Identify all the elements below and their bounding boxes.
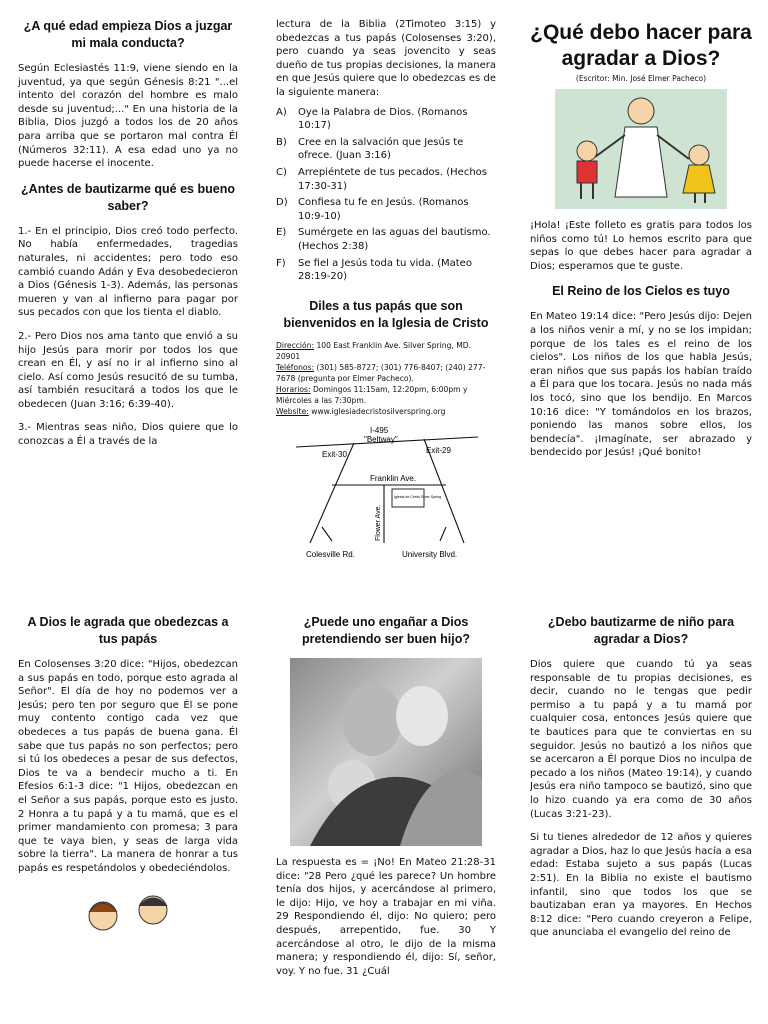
church-map [286, 423, 486, 563]
step-letter: E) [276, 227, 287, 239]
step-text: Arrepiéntete de tus pecados. (Hechos 17:30-31) [298, 166, 487, 192]
cover-title: ¿Qué debo hacer para agradar a Dios? [530, 21, 752, 70]
panel5-paragraph-1: La respuesta es = ¡No! En Mateo 21:28-31 dice: "28 Pero ¿qué les parece? Un hombre tenía dos hijos, y acercándose al primero, le dijo: Hijo, ve hoy a trabajar en mi viña. 29 Respondiendo él, dijo: No quiero; pero después, arrepentido, fue. 30 Y acercándose al otro, le dijo de la misma manera; y respondiendo él, dijo: Sí, señor, voy. Y no fue. 31 ¿Cuál [276, 857, 496, 977]
panel3-paragraph-2: En Mateo 19:14 dice: "Pero Jesús dijo: Dejen a los niños venir a mí, y no se los impidan; porque de los tales es el reino de los cielos". Los niños de los que habla Jesús, eran niños que sus papás los habían traído a Él para que los tocara. Jesús no nada más los tocó, sino que los bendijo. En Marcos 10:16 dice: "Y tomándolos en los brazos, poniendo las manos sobre ellos, los bendecía". ¡Imagínate, ser abrazado y bendecido por Jesús! ¡Qué bonito! [530, 311, 752, 459]
panel-deceive-god [276, 608, 496, 1024]
step-letter: A) [276, 106, 287, 118]
step-letter: C) [276, 166, 287, 178]
phones-line: Teléfonos: (301) 585-8727; (301) 776-8407; (240) 277-7678 (pregunta por Elmer Pacheco). [276, 362, 486, 383]
panel2-paragraph-1: lectura de la Biblia (2Timoteo 3:15) y obedezcas a tus papás (Colosenses 3:20), pero cuando ya seas jovencito y seas dueño de tus propias decisiones, la manera en que Jesús quiere que lo obedezcas es de la siguiente manera: [276, 19, 496, 98]
panel-obedience-steps [276, 18, 496, 586]
panel1-paragraph-2: 1.- En el principio, Dios creó todo perfecto. No había enfermedades, tragedias naturales, ni accidentes; pero todo eso cambió cuando Adán y Eva desobedecieron a Dios (Génesis 1-3). Además, las personas mueren y van al infierno para pagar por sus pecados con que los tienta el diablo. [18, 225, 238, 319]
children-illustration [53, 886, 203, 946]
step-letter: F) [276, 257, 286, 269]
list-item [276, 106, 496, 133]
step-letter: B) [276, 136, 287, 148]
panel6-paragraph-1: Dios quiere que cuando tú ya seas responsable de tu propias decisiones, es decir, cuando no le tengas que pedir permiso a tu papá y a tu mamá por cualquier cosa, entonces Jesús quiere que te bautices para que te conviertas en su seguidor. Jesús no bautizó a los niños que se acercaron a Él porque Dios no inculpa de pecado a los niños (Mateo 19:14), y cuando Jesús era niño tampoco se bautizó, sino que lo hizo cuando ya era como de 30 años (Lucas 3:21-23). [530, 659, 752, 820]
list-item [276, 226, 496, 253]
step-letter: D) [276, 197, 288, 209]
map-exit30-label: Exit-30 [322, 449, 347, 459]
panel5-title: ¿Puede uno engañar a Dios pretendiendo ser buen hijo? [301, 615, 471, 646]
map-beltway-label: "Beltway" [364, 434, 398, 444]
list-item [276, 196, 496, 223]
list-item [276, 257, 496, 284]
map-university-label: University Blvd. [402, 549, 458, 559]
panel1-paragraph-3: 2.- Pero Dios nos ama tanto que envió a su hijo Jesús para morir por todos los que crean en Él, y así no ir al infierno sino al cielo. Así como Jesús resucitó de su tumba, así también resucitará a todos los que le obedecen (Juan 3:16; 6:39-40). [18, 330, 238, 410]
step-text: Sumérgete en las aguas del bautismo. (Hechos 2:38) [298, 227, 491, 252]
family-hug-photo [290, 658, 482, 846]
step-text: Se fiel a Jesús toda tu vida. (Mateo 28:19-20) [298, 257, 472, 283]
panel4-paragraph-1: En Colosenses 3:20 dice: "Hijos, obedezcan a sus papás en todo, porque esto agrada al Señor". El día de hoy no podemos ver a Jesús; pero ten por seguro que Él se pone muy contento contigo cada vez que obedeces a tus papás de buena gana. Él sabe que tus papás no son perfectos; pero si tú los obedeces a pesar de sus defectos, Dios te va a bendecir mucho a ti. En Efesios 6:1-3 dice: "1 Hijos, obedezcan en el Señor a sus papás, porque esto es justo. 2 Honra a tu papá y a tu mamá, que es el primer mandamiento con promesa; 3 para que te vaya bien, y seas de larga vida sobre la tierra". La manera de honrar a tus papás es respetándolos y obedeciéndolos. [18, 659, 238, 874]
panel1-paragraph-1: Según Eclesiastés 11:9, viene siendo en la juventud, ya que según Génesis 8:21 "...el intento del corazón del hombre es malo desde su juventud;..." En una historia de la Biblia, Dios juzgó a todos los de 20 años para arriba que se portaron mal contra Él (Números 32:11). A esa edad uno ya no puede hacerse el inocente. [18, 63, 238, 170]
map-i495-label: I-495 [370, 425, 389, 435]
panel6-paragraph-2: Si tu tienes alrededor de 12 años y quieres agradar a Dios, haz lo que Jesús hacía a esa edad: Estaba sujeto a sus papás (Lucas 2:51). En la Biblia no existe el bautismo infantil, sino que todos los que se bautizaban eran ya mayores. En Hechos 8:12 dice: "Pero cuando creyeron a Felipe, que anunciaba el evangelio del reino de [530, 832, 752, 939]
step-text: Confiesa tu fe en Jesús. (Romanos 10:9-10) [298, 197, 469, 222]
panel-age-judgment [18, 12, 238, 580]
panel1-paragraph-4: 3.- Mientras seas niño, Dios quiere que lo conozcas a Él a través de la [18, 422, 238, 448]
panel-obey-parents [18, 608, 238, 1024]
steps-list [276, 106, 496, 284]
church-info [276, 340, 496, 417]
website-line: Website: www.iglesiadecristosilverspring.org [276, 406, 446, 416]
step-text: Cree en la salvación que Jesús te ofrece. (Juan 3:16) [298, 136, 464, 162]
panel1-title-2: ¿Antes de bautizarme qué es bueno saber? [21, 181, 235, 213]
panel6-title: ¿Debo bautizarme de niño para agradar a Dios? [547, 615, 735, 646]
step-text: Oye la Palabra de Dios. (Romanos 10:17) [298, 106, 468, 132]
map-colesville-label: Colesville Rd. [306, 549, 355, 559]
schedule-line: Horarios: Domingos 11:15am, 12:20pm, 6:00pm y Miércoles a las 7:30pm. [276, 384, 468, 405]
map-church-label: Iglesia de Cristo Silver Spring [394, 494, 442, 499]
map-exit29-label: Exit-29 [426, 445, 451, 455]
list-item [276, 166, 496, 193]
address-line: Dirección: 100 East Franklin Ave. Silver Spring, MD. 20901 [276, 340, 472, 361]
panel3-paragraph-1: ¡Hola! ¡Este folleto es gratis para todos los niños como tú! Lo hemos escrito para que sepas lo que debes hacer para agradar a Dios; esperamos que te guste. [530, 220, 752, 272]
panel2-title: Diles a tus papás que son bienvenidos en la Iglesia de Cristo [283, 298, 489, 330]
jesus-children-illustration [555, 89, 727, 209]
panel-child-baptism [530, 608, 752, 1024]
list-item [276, 136, 496, 163]
panel3-title-2: El Reino de los Cielos es tuyo [552, 284, 730, 299]
author-credit: (Escritor: Min. José Elmer Pacheco) [575, 74, 707, 83]
map-flower-label: Flower Ave. [375, 504, 382, 541]
map-franklin-label: Franklin Ave. [370, 473, 417, 483]
panel1-title: ¿A qué edad empieza Dios a juzgar mi mala conducta? [23, 19, 233, 50]
panel4-title: A Dios le agrada que obedezcas a tus papás [27, 615, 229, 646]
panel-cover [530, 12, 752, 580]
